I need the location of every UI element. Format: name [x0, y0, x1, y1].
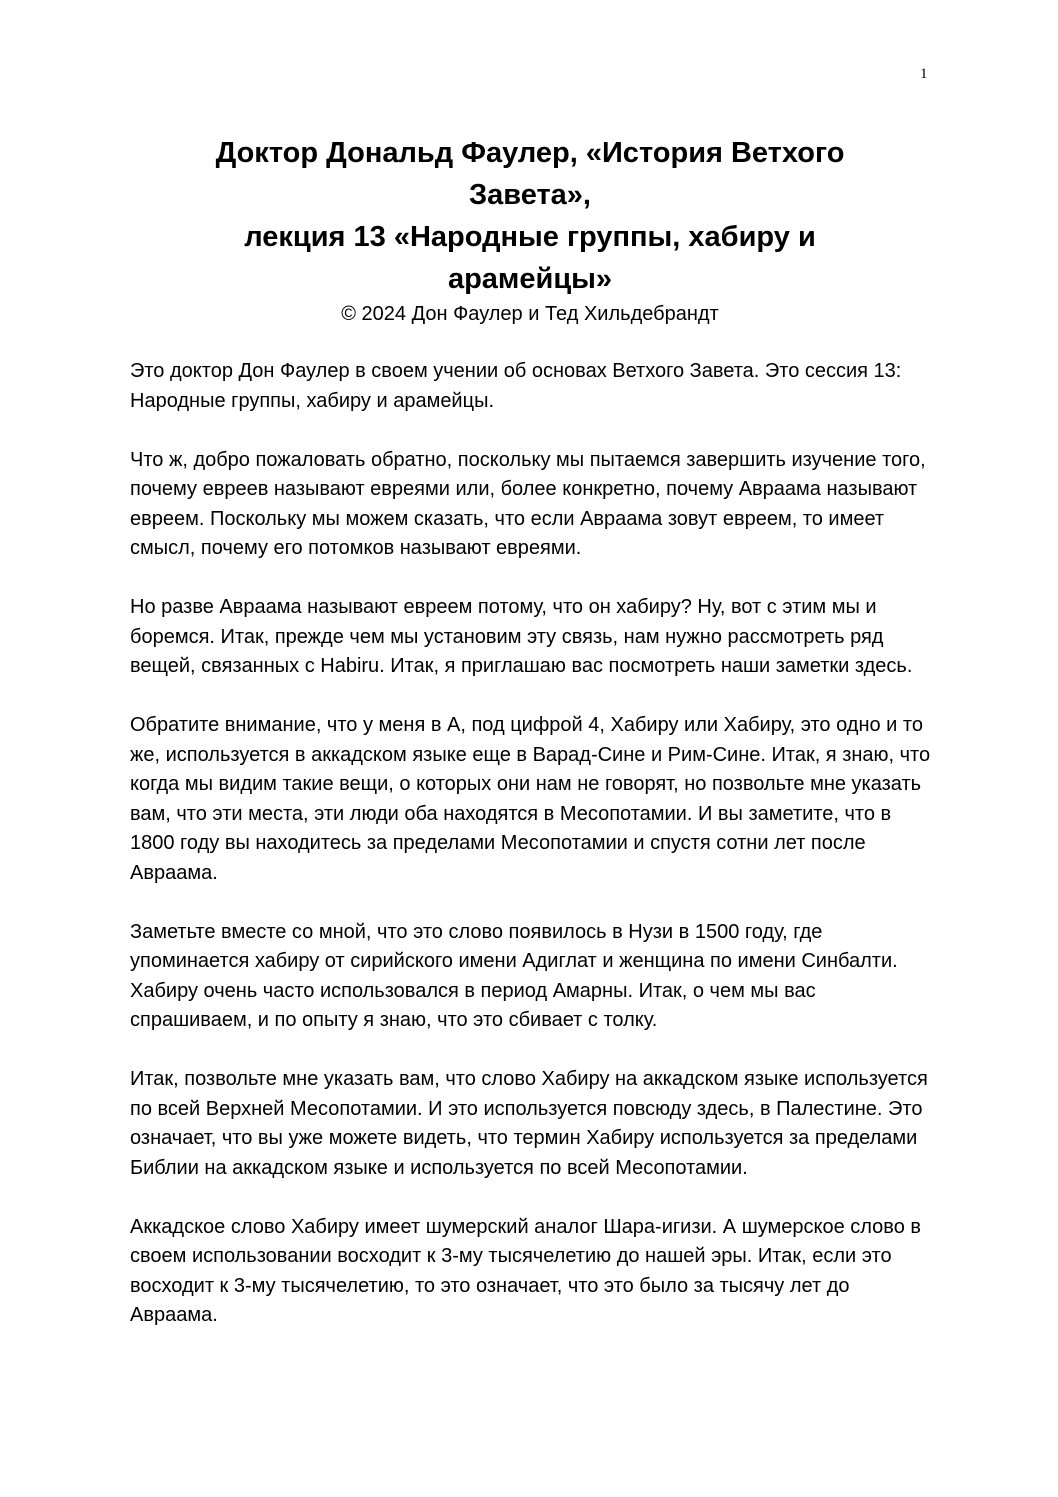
document-header: [130, 132, 930, 328]
paragraph: Итак, позвольте мне указать вам, что слово Хабиру на аккадском языке используется по всей Верхней Месопотамии. И это используется повсюду здесь, в Палестине. Это означает, что вы уже можете видеть, что термин Хабиру используется за пределами Библии на аккадском языке и используется по всей Месопотамии.: [130, 1068, 928, 1179]
page-number: 1: [920, 66, 928, 82]
title-line-1: Доктор Дональд Фаулер, «История Ветхого: [215, 137, 845, 169]
paragraph: Это доктор Дон Фаулер в своем учении об основах Ветхого Завета. Это сессия 13: Народные группы, хабиру и арамейцы.: [130, 360, 902, 412]
paragraph: Обратите внимание, что у меня в А, под цифрой 4, Хабиру или Хабиру, это одно и то же, используется в аккадском языке еще в Варад-Сине и Рим-Сине. Итак, я знаю, что когда мы видим такие вещи, о которых они нам не говорят, но позвольте мне указать вам, что эти места, эти люди оба находятся в Месопотамии. И вы заметите, что в 1800 году вы находитесь за пределами Месопотамии и спустя сотни лет после Авраама.: [130, 714, 931, 884]
paragraph: Аккадское слово Хабиру имеет шумерский аналог Шара-игизи. А шумерское слово в своем использовании восходит к 3-му тысячелетию до нашей эры. Итак, если это восходит к 3-му тысячелетию, то это означает, что это было за тысячу лет до Авраама.: [130, 1215, 922, 1326]
title-line-4: арамейцы»: [447, 263, 613, 295]
paragraph: Заметьте вместе со мной, что это слово появилось в Нузи в 1500 году, где упоминается хабиру от сирийского имени Адиглат и женщина по имени Синбалти. Хабиру очень часто использовался в период Амарны. Итак, о чем мы вас спрашиваем, и по опыту я знаю, что это сбивает с толку.: [130, 920, 898, 1031]
copyright-line: © 2024 Дон Фаулер и Тед Хильдебрандт: [341, 303, 719, 325]
title-line-2: Завета»,: [468, 179, 591, 211]
paragraph: Что ж, добро пожаловать обратно, поскольку мы пытаемся завершить изучение того, почему евреев называют евреями или, более конкретно, почему Авраама называют евреем. Поскольку мы можем сказать, что если Авраама зовут евреем, то имеет смысл, почему его потомков называют евреями.: [130, 448, 926, 559]
document-body: [130, 357, 940, 1360]
title-line-3: лекция 13 «Народные группы, хабиру и: [244, 221, 816, 253]
paragraph: Но разве Авраама называют евреем потому, что он хабиру? Ну, вот с этим мы и боремся. Итак, прежде чем мы установим эту связь, нам нужно рассмотреть ряд вещей, связанных с Habiru. Итак, я приглашаю вас посмотреть наши заметки здесь.: [130, 596, 913, 677]
